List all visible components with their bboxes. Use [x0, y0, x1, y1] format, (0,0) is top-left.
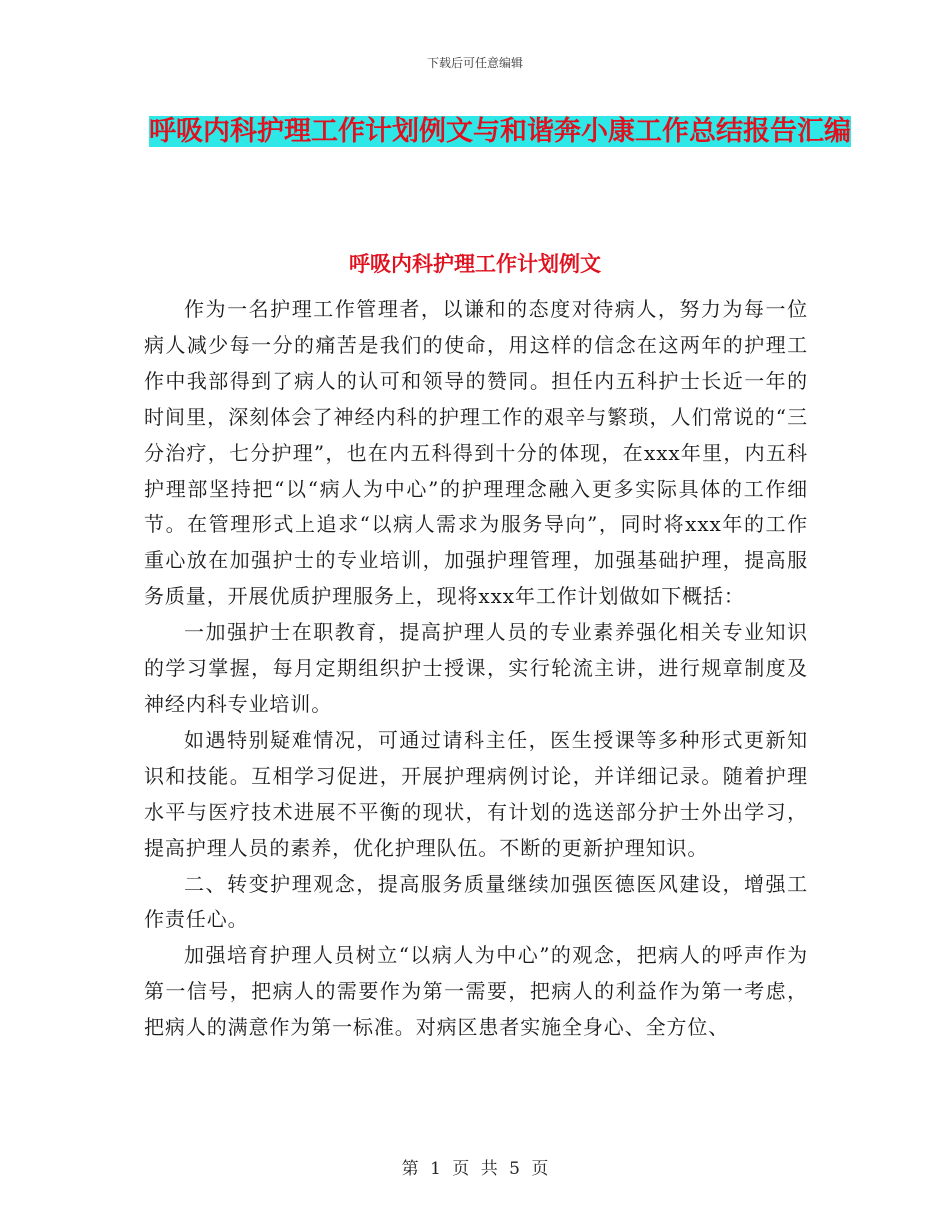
paragraph: 二、转变护理观念，提高服务质量继续加强医德医风建设，增强工作责任心。: [144, 871, 808, 932]
paragraph: 如遇特别疑难情况，可通过请科主任，医生授课等多种形式更新知识和技能。互相学习促进，开展护理病例讨论，并详细记录。随着护理水平与医疗技术进展不平衡的现状，有计划的选送部分护士外出学习，提高护理人员的素养，优化护理队伍。不断的更新护理知识。: [144, 727, 808, 860]
paragraph: 一加强护士在职教育，提高护理人员的专业素养强化相关专业知识的学习掌握，每月定期组织护士授课，实行轮流主讲，进行规章制度及神经内科专业培训。: [144, 620, 808, 716]
document-title-text: 呼吸内科护理工作计划例文与和谐奔小康工作总结报告汇编: [149, 116, 851, 147]
paragraph: 加强培育护理人员树立“以病人为中心”的观念，把病人的呼声作为第一信号，把病人的需要作为第一需要，把病人的利益作为第一考虑，把病人的满意作为第一标准。对病区患者实施全身心、全方位、: [144, 943, 808, 1040]
header-note: 下载后可任意编辑: [426, 56, 523, 70]
document-title: [140, 108, 860, 156]
page-footer: 第 1 页 共 5 页: [401, 1159, 549, 1179]
section-title: 呼吸内科护理工作计划例文: [349, 252, 601, 276]
document-body: [144, 292, 808, 1046]
paragraph: 作为一名护理工作管理者，以谦和的态度对待病人，努力为每一位病人减少每一分的痛苦是我们的使命，用这样的信念在这两年的护理工作中我部得到了病人的认可和领导的赞同。担任内五科护士长近一年的时间里，深刻体会了神经内科的护理工作的艰辛与繁琐，人们常说的“三分治疗，七分护理”，也在内五科得到十分的体现，在xxx年里，内五科护理部坚持把“以“病人为中心”的护理理念融入更多实际具体的工作细节。在管理形式上追求“以病人需求为服务导向”，同时将xxx年的工作重心放在加强护士的专业培训，加强护理管理，加强基础护理，提高服务质量，开展优质护理服务上，现将xxx年工作计划做如下概括：: [144, 297, 808, 609]
